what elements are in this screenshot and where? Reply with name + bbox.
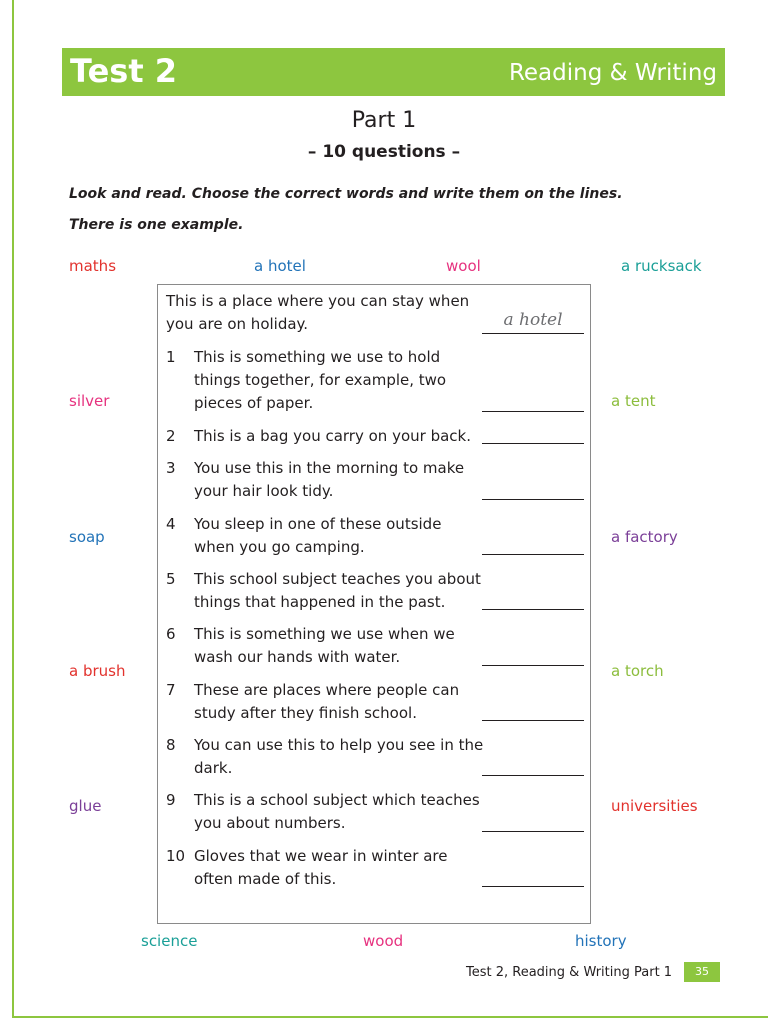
word-a-tent: a tent — [611, 392, 656, 410]
page-number: 35 — [684, 962, 720, 982]
word-a-rucksack: a rucksack — [621, 257, 702, 275]
answer-line-2[interactable] — [482, 443, 584, 444]
header-band — [62, 48, 725, 96]
question-number: 7 — [166, 681, 176, 699]
question-number: 10 — [166, 847, 186, 865]
answer-line-9[interactable] — [482, 831, 584, 832]
word-silver: silver — [69, 392, 110, 410]
question-text: These are places where people can study after they finish school. — [194, 681, 460, 722]
answer-line-7[interactable] — [482, 720, 584, 721]
answer-line-1[interactable] — [482, 411, 584, 412]
instruction-line-2: There is one example. — [69, 217, 244, 233]
question-number: 3 — [166, 459, 176, 477]
question-text: This is a school subject which teaches you about numbers. — [194, 791, 480, 832]
part-subtitle: – 10 questions – — [307, 142, 461, 162]
word-wood: wood — [363, 932, 404, 950]
word-glue: glue — [69, 797, 102, 815]
word-a-brush: a brush — [69, 662, 126, 680]
question-number: 2 — [166, 427, 176, 445]
question-text: Gloves that we wear in winter are often made of this. — [194, 847, 448, 888]
answer-line-6[interactable] — [482, 665, 584, 666]
question-number: 1 — [166, 348, 176, 366]
question-text: You use this in the morning to make your hair look tidy. — [194, 459, 465, 500]
example-answer-line — [482, 333, 584, 334]
question-number: 8 — [166, 736, 176, 754]
question-text: This school subject teaches you about things that happened in the past. — [194, 570, 481, 611]
question-number: 9 — [166, 791, 176, 809]
footer-text: Test 2, Reading & Writing Part 1 — [466, 965, 673, 980]
word-a-torch: a torch — [611, 662, 664, 680]
test-title: Test 2 — [70, 52, 178, 90]
section-title: Reading & Writing — [508, 60, 717, 86]
word-a-factory: a factory — [611, 528, 678, 546]
answer-line-8[interactable] — [482, 775, 584, 776]
answer-line-10[interactable] — [482, 886, 584, 887]
question-text: You sleep in one of these outside when you go camping. — [194, 515, 442, 556]
word-maths: maths — [69, 257, 117, 275]
word-wool: wool — [446, 257, 481, 275]
question-box — [157, 284, 591, 924]
instruction-line-1: Look and read. Choose the correct words and write them on the lines. — [69, 186, 623, 202]
question-number: 4 — [166, 515, 176, 533]
part-title: Part 1 — [351, 108, 417, 133]
question-text: This is something we use to hold things together, for example, two pieces of paper. — [194, 348, 447, 412]
word-soap: soap — [69, 528, 105, 546]
question-text: You can use this to help you see in the dark. — [194, 736, 484, 777]
page-border-bottom — [12, 1016, 768, 1018]
example-answer: a hotel — [503, 310, 563, 330]
question-text: This is a bag you carry on your back. — [194, 427, 471, 445]
example-text: This is a place where you can stay when you are on holiday. — [166, 292, 470, 333]
answer-line-5[interactable] — [482, 609, 584, 610]
answer-line-4[interactable] — [482, 554, 584, 555]
question-number: 6 — [166, 625, 176, 643]
word-universities: universities — [611, 797, 698, 815]
word-a-hotel: a hotel — [254, 257, 306, 275]
word-history: history — [575, 932, 627, 950]
answer-line-3[interactable] — [482, 499, 584, 500]
word-science: science — [141, 932, 198, 950]
question-number: 5 — [166, 570, 176, 588]
question-text: This is something we use when we wash our hands with water. — [194, 625, 455, 666]
